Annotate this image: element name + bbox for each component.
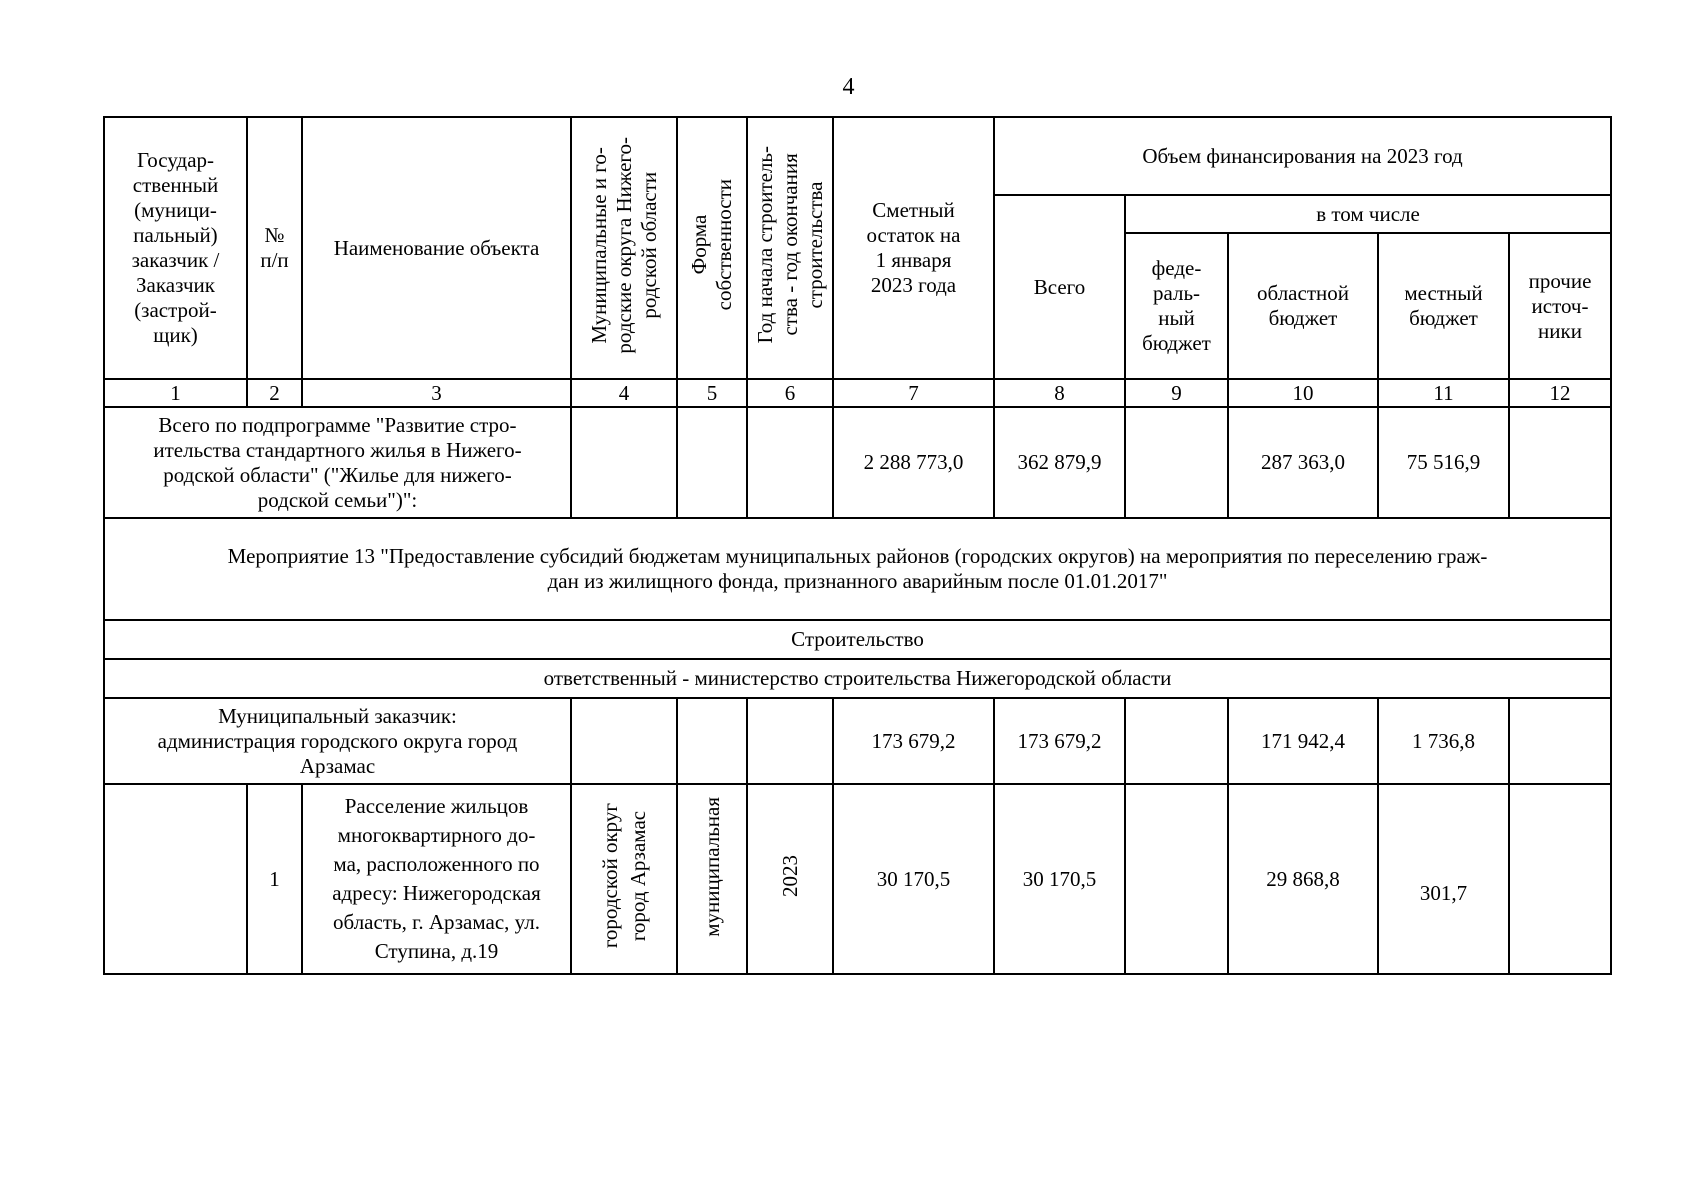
object-total: 30 170,5 xyxy=(994,784,1125,974)
header-regional: областной бюджет xyxy=(1228,233,1378,379)
cell-empty xyxy=(1125,698,1228,784)
header-years xyxy=(747,117,833,379)
subprogram-regional: 287 363,0 xyxy=(1228,407,1378,518)
customer-balance: 173 679,2 xyxy=(833,698,994,784)
cell-empty xyxy=(1509,784,1611,974)
header-federal: феде- раль- ный бюджет xyxy=(1125,233,1228,379)
section-row xyxy=(104,620,1611,659)
header-ownership-text: Форма собственности xyxy=(687,179,736,311)
customer-row xyxy=(104,698,1611,784)
object-district xyxy=(571,784,677,974)
col-number: 5 xyxy=(677,379,747,407)
table-row xyxy=(104,784,1611,974)
header-district-text: Муниципальные и го- родские округа Нижего- родской области xyxy=(586,136,661,354)
section-title: Строительство xyxy=(104,620,1611,659)
cell-empty xyxy=(677,698,747,784)
responsible-title: ответственный - министерство строительства Нижегородской области xyxy=(104,659,1611,698)
col-number: 7 xyxy=(833,379,994,407)
cell-empty xyxy=(747,407,833,518)
cell-empty xyxy=(677,407,747,518)
col-number: 10 xyxy=(1228,379,1378,407)
customer-total: 173 679,2 xyxy=(994,698,1125,784)
header-local: местный бюджет xyxy=(1378,233,1509,379)
header-total: Всего xyxy=(994,195,1125,379)
responsible-row xyxy=(104,659,1611,698)
col-number: 3 xyxy=(302,379,571,407)
subprogram-total-label: Всего по подпрограмме "Развитие стро- ительства стандартного жилья в Нижего- родской области" ("Жилье для нижего- родской семьи")": xyxy=(104,407,571,518)
header-object-name: Наименование объекта xyxy=(302,117,571,379)
subprogram-balance: 2 288 773,0 xyxy=(833,407,994,518)
col-number: 12 xyxy=(1509,379,1611,407)
measure-title: Мероприятие 13 "Предоставление субсидий бюджетам муниципальных районов (городских округов) на мероприятия по переселению граж- дан из жилищного фонда, признанного аварийным после 01.01.2017" xyxy=(104,518,1611,620)
object-name: Расселение жильцов многоквартирного до- ма, расположенного по адресу: Нижегородская область, г. Арзамас, ул. Ступина, д.19 xyxy=(302,784,571,974)
object-years-text: 2023 xyxy=(777,855,802,897)
customer-local: 1 736,8 xyxy=(1378,698,1509,784)
cell-empty xyxy=(1125,407,1228,518)
cell-empty xyxy=(1509,407,1611,518)
subprogram-total-row xyxy=(104,407,1611,518)
header-district xyxy=(571,117,677,379)
financing-table xyxy=(103,116,1612,975)
object-ownership xyxy=(677,784,747,974)
col-number: 2 xyxy=(247,379,302,407)
subprogram-total: 362 879,9 xyxy=(994,407,1125,518)
object-years xyxy=(747,784,833,974)
page-number: 4 xyxy=(842,74,855,100)
object-district-text: городской округ город Арзамас xyxy=(598,803,650,949)
customer-regional: 171 942,4 xyxy=(1228,698,1378,784)
header-years-text: Год начала строитель- ства - год окончания строительства xyxy=(752,146,827,344)
header-financing: Объем финансирования на 2023 год xyxy=(994,117,1611,195)
col-number: 9 xyxy=(1125,379,1228,407)
cell-empty xyxy=(1509,698,1611,784)
object-number: 1 xyxy=(247,784,302,974)
cell-empty xyxy=(571,698,677,784)
header-other: прочие источ- ники xyxy=(1509,233,1611,379)
cell-empty xyxy=(104,784,247,974)
object-local: 301,7 xyxy=(1378,784,1509,974)
cell-empty xyxy=(571,407,677,518)
cell-empty xyxy=(747,698,833,784)
subprogram-local: 75 516,9 xyxy=(1378,407,1509,518)
column-number-row xyxy=(104,379,1611,407)
object-balance: 30 170,5 xyxy=(833,784,994,974)
header-ownership xyxy=(677,117,747,379)
measure-row xyxy=(104,518,1611,620)
header-including: в том числе xyxy=(1125,195,1611,233)
col-number: 8 xyxy=(994,379,1125,407)
header-row-1 xyxy=(104,117,1611,195)
cell-empty xyxy=(1125,784,1228,974)
header-number: № п/п xyxy=(247,117,302,379)
header-customer: Государ- ственный (муници- пальный) заказчик / Заказчик (застрой- щик) xyxy=(104,117,247,379)
col-number: 1 xyxy=(104,379,247,407)
col-number: 11 xyxy=(1378,379,1509,407)
col-number: 6 xyxy=(747,379,833,407)
header-balance: Сметный остаток на 1 января 2023 года xyxy=(833,117,994,379)
object-regional: 29 868,8 xyxy=(1228,784,1378,974)
object-ownership-text: муниципальная xyxy=(699,797,724,937)
col-number: 4 xyxy=(571,379,677,407)
customer-label: Муниципальный заказчик: администрация городского округа город Арзамас xyxy=(104,698,571,784)
